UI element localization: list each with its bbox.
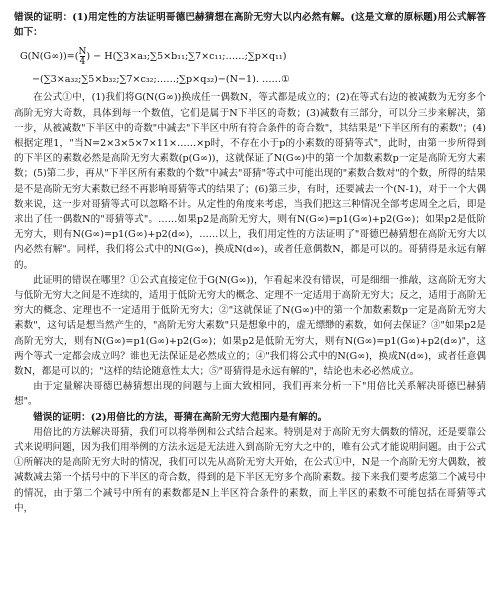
formula-1-suffix: ) − H(∑3×a₃;∑5×b₁₁;∑7×c₁₁;……;∑p×q₁₁) [86, 51, 287, 63]
error-analysis-paragraph: 此证明的错误在哪里？①公式直接定位于G(N(G∞))，乍看起来没有错误，可是细细一推敲，这高阶无穷大与低阶无穷大之间是不连续的，适用于低阶无穷大的概念、定理不一定适用于高阶无穷大；反之，适用于高阶无穷大的概念、定理也不一定适用于低阶无穷大；②"这就保证了N(G∞)中的第一个加数素数p一定是高阶无穷大素数"，这句话是想当然产生的，"高阶无穷大素数"只是想象中的，虚无缥缈的素数，如何去保证？③"如果p2是高阶无穷大，则有N(G∞)=p1(G∞)+p2(G∞)；如果p2是低阶无穷大，则有N(G∞)=p1(G∞)+p2(d∞)"，这两个等式一定都会成立吗？谁也无法保证是必然成立的；④"我们将公式中的N(G∞)，换成N(d∞)，或者任意偶数N，都是可以的；"这样的结论随意性太大；⑤"哥猜得是永远有解的"，结论也未必必然成立。 [14, 274, 486, 378]
proof-1-heading: 错误的证明：(1)用定性的方法证明哥德巴赫猜想在高阶无穷大以内必然有解。(这是文章的原标题)用公式解答如下： [14, 12, 486, 39]
proof-2-explanation: 用倍比的方法解决哥猜，我们可以将举例和公式结合起来。特别是对于高阶无穷大偶数的情况，还是要靠公式来说明问题，因为我们用举例的方法永远是无法进入到高阶无穷大之中的，唯有公式才能说明问题。由于公式①所解决的是高阶无穷大时的情况，我们可以先从高阶无穷大开始，在公式①中，N是一个高阶无穷大偶数，被减数减去第一个括号中的下半区的奇合数，得到的是下半区无穷多个高阶素数。接下来我们要考虑第二个减号中的情况，由于第二个减号中所有的素数都是N上半区符合条件的素数，而上半区的素数不可能包括在哥猜等式中， [14, 426, 486, 514]
fraction-numerator: N [78, 46, 87, 57]
proof-1-explanation: 在公式①中，(1)我们将G(N(G∞))换成任一偶数N，等式都是成立的；(2)在等式右边的被减数为无穷多个高阶无穷大奇数，具体到每一个数值，它们是属于N下半区的奇数；(3)减数有三部分，可以分三步来解决，第一步，从被减数"下半区中的奇数"中减去"下半区中所有符合条件的奇合数"，其结果是"下半区所有的素数"；(4)根据定理1，"当N=2×3×5×7×11×……×p时，不存在小于p的小素数的哥猜等式"，此时，由第一步所得到的下半区的素数必然是高阶无穷大素数(p(G∞))，这就保证了N(G∞)中的第一个加数素数p一定是高阶无穷大素数；(5)第二步，再从"下半区所有素数的个数"中减去"哥猜"等式中可能出现的"素数合数对"的个数，所得的结果是不是高阶无穷大素数已经不再影响哥猜等式的结果了；(6)第三步，有时，还要减去一个(N-1)，对于一个大偶数来说，这一步对哥猜等式可以忽略不计。从定性的角度来考虑，当我们把这三种情况全部考虑周全之后，即是求出了任一偶数N的"哥猜等式"。……如果p2是高阶无穷大，则有N(G∞)=p1(G∞)+p2(G∞)；如果p2是低阶无穷大，则有N(G∞)=p1(G∞)+p2(d∞)，……以上，我们用定性的方法证明了"哥德巴赫猜想在高阶无穷大以内必然有解"。同样，我们将公式中的N(G∞)，换成N(d∞)，或者任意偶数N，都是可以的。哥猜得是永远有解的。 [14, 92, 486, 271]
formula-1-prefix: G(N(G∞))=( [20, 51, 79, 63]
transition-paragraph: 由于定量解决哥德巴赫猜想出现的问题与上面大致相同，我们再来分析一下"用倍比关系解决哥德巴赫猜想"。 [14, 381, 486, 408]
formula-1 [20, 46, 486, 68]
fraction-denominator: 4 [79, 56, 86, 67]
proof-2-heading: 错误的证明：(2)用倍比的方法，哥猜在高阶无穷大范围内是有解的。 [33, 411, 328, 423]
formula-1-line-2: −(∑3×a₃₂;∑5×b₃₂;∑7×c₃₂;……;∑p×q₃₂)−(N−1). ……① [32, 74, 290, 86]
